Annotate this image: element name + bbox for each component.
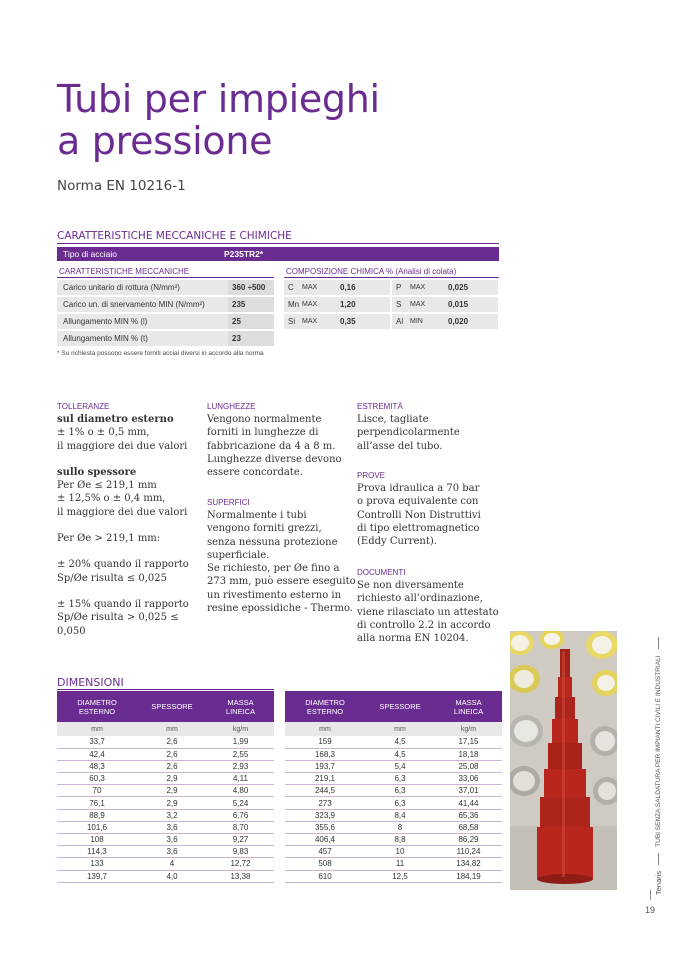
lunghezze-line: forniti in lunghezze di bbox=[207, 427, 319, 439]
diameter-cell: 133 bbox=[57, 858, 137, 870]
mass-cell: 1,99 bbox=[207, 736, 274, 748]
superfici-line: vengono forniti grezzi, bbox=[207, 523, 322, 535]
diameter-cell: 508 bbox=[285, 858, 365, 870]
mass-cell: 2,55 bbox=[207, 748, 274, 760]
lunghezze-line: fabbricazione da 4 a 8 m. bbox=[207, 440, 336, 452]
diameter-cell: 33,7 bbox=[57, 736, 137, 748]
header-text: MASSA bbox=[227, 697, 254, 707]
thickness-tolerance-line: Sp/Øe risulta > 0,025 ≤ 0,050 bbox=[57, 612, 179, 637]
superfici-block bbox=[207, 498, 357, 615]
mass-cell: 68,58 bbox=[435, 821, 502, 833]
documenti-block bbox=[357, 568, 517, 645]
mass-cell: 17,15 bbox=[435, 736, 502, 748]
chem-cell bbox=[392, 297, 498, 312]
chem-value: 1,20 bbox=[340, 300, 356, 309]
chem-row bbox=[284, 297, 501, 312]
diameter-cell: 42,4 bbox=[57, 748, 137, 760]
thickness-tolerance-line: Per Øe > 219,1 mm: bbox=[57, 533, 161, 545]
documenti-line: alla norma EN 10204. bbox=[357, 633, 469, 645]
superfici-text bbox=[207, 509, 357, 615]
mass-cell: 18,18 bbox=[435, 748, 502, 760]
thickness-cell: 2,9 bbox=[137, 773, 207, 785]
steel-type-value: P235TR2* bbox=[224, 249, 264, 259]
diameter-cell: 114,3 bbox=[57, 846, 137, 858]
thickness-cell: 2,6 bbox=[137, 748, 207, 760]
tolleranze-block bbox=[57, 402, 207, 638]
mass-cell: 110,24 bbox=[435, 846, 502, 858]
table-row bbox=[285, 785, 502, 797]
mass-cell: 41,44 bbox=[435, 797, 502, 809]
thickness-cell: 6,3 bbox=[365, 773, 435, 785]
chem-value: 0,025 bbox=[448, 283, 469, 292]
chem-element: Mn bbox=[288, 300, 300, 309]
chem-element: C bbox=[288, 283, 294, 292]
diameter-cell: 139,7 bbox=[57, 870, 137, 882]
table-row bbox=[285, 858, 502, 870]
thickness-tolerance-line: Sp/Øe risulta ≤ 0,025 bbox=[57, 572, 168, 584]
estremita-line: all’asse del tubo. bbox=[357, 440, 443, 452]
chem-rule bbox=[284, 277, 499, 278]
diameter-cell: 355,6 bbox=[285, 821, 365, 833]
mech-subheading: CARATTERISTICHE MECCANICHE bbox=[59, 267, 190, 276]
col-thickness-header bbox=[137, 691, 207, 722]
documenti-line: di controllo 2.2 in accordo bbox=[357, 619, 491, 631]
unit-cell: mm bbox=[137, 722, 207, 736]
brand-name: Tenaris bbox=[654, 870, 663, 895]
diameter-cell: 610 bbox=[285, 870, 365, 882]
header-text: DIAMETRO bbox=[305, 697, 345, 707]
table-row bbox=[285, 809, 502, 821]
chem-table bbox=[284, 280, 501, 331]
mech-row bbox=[57, 314, 274, 329]
heading-rule bbox=[57, 243, 499, 244]
lunghezze-block bbox=[207, 402, 357, 479]
header-text: LINEICA bbox=[453, 706, 484, 716]
thickness-cell: 4,5 bbox=[365, 748, 435, 760]
superfici-heading: SUPERFICI bbox=[207, 498, 250, 507]
col-mass-header bbox=[207, 691, 274, 722]
table-row bbox=[285, 821, 502, 833]
unit-cell: mm bbox=[57, 722, 137, 736]
mech-table bbox=[57, 280, 274, 348]
prove-line: Controlli Non Distruttivi bbox=[357, 509, 481, 521]
thickness-tolerance-line: ± 12,5% o ± 0,4 mm, bbox=[57, 493, 166, 505]
lunghezze-heading: LUNGHEZZE bbox=[207, 402, 256, 411]
diameter-cell: 168,3 bbox=[285, 748, 365, 760]
section-title: TUBI SENZA SALDATURA PER IMPIANTI CIVILI E INDUSTRIALI bbox=[655, 655, 662, 847]
thickness-tolerance-line: il maggiore dei due valori bbox=[57, 506, 188, 518]
diameter-cell: 108 bbox=[57, 834, 137, 846]
estremita-block bbox=[357, 402, 517, 453]
chem-limit: MAX bbox=[410, 301, 426, 308]
superfici-line: senza nessuna protezione bbox=[207, 536, 338, 548]
unit-cell: kg/m bbox=[435, 722, 502, 736]
mass-cell: 25,08 bbox=[435, 760, 502, 772]
mass-cell: 12,72 bbox=[207, 858, 274, 870]
page-number-rule bbox=[650, 890, 651, 900]
dimensions-table-left bbox=[57, 691, 274, 883]
chem-row bbox=[284, 314, 501, 329]
thickness-cell: 11 bbox=[365, 858, 435, 870]
documenti-line: richiesto all’ordinazione, bbox=[357, 593, 483, 605]
thickness-cell: 2,9 bbox=[137, 797, 207, 809]
prove-line: Prova idraulica a 70 bar bbox=[357, 483, 480, 494]
table-row bbox=[285, 870, 502, 882]
page-title bbox=[57, 78, 477, 162]
chem-element: P bbox=[396, 283, 402, 292]
diameter-cell: 70 bbox=[57, 785, 137, 797]
col-thickness-header bbox=[365, 691, 435, 722]
thickness-cell: 10 bbox=[365, 846, 435, 858]
mech-label: Allungamento MIN % (t) bbox=[63, 334, 148, 343]
header-text: ESTERNO bbox=[78, 706, 116, 716]
mass-cell: 6,76 bbox=[207, 809, 274, 821]
mech-chem-heading: CARATTERISTICHE MECCANICHE E CHIMICHE bbox=[57, 230, 292, 242]
mech-value: 360 ÷500 bbox=[228, 280, 274, 295]
table-row bbox=[57, 858, 274, 870]
diameter-cell: 159 bbox=[285, 736, 365, 748]
table-row bbox=[57, 797, 274, 809]
diameter-cell: 219,1 bbox=[285, 773, 365, 785]
prove-line: di tipo elettromagnetico bbox=[357, 522, 480, 534]
thickness-cell: 8 bbox=[365, 821, 435, 833]
table-row bbox=[57, 821, 274, 833]
documenti-line: Se non diversamente bbox=[357, 580, 464, 591]
mech-label: Carico un. di snervamento MIN (N/mm²) bbox=[63, 300, 205, 309]
thickness-cell: 2,6 bbox=[137, 760, 207, 772]
estremita-text bbox=[357, 413, 517, 453]
table-row bbox=[285, 846, 502, 858]
header-text: SPESSORE bbox=[379, 702, 421, 711]
unit-cell: mm bbox=[285, 722, 365, 736]
chem-value: 0,35 bbox=[340, 317, 356, 326]
separator bbox=[658, 638, 659, 650]
table-row bbox=[285, 736, 502, 748]
diameter-cell: 101,6 bbox=[57, 821, 137, 833]
pipes-illustration bbox=[510, 631, 617, 890]
header-text: SPESSORE bbox=[151, 702, 193, 711]
thickness-cell: 8,4 bbox=[365, 809, 435, 821]
mass-cell: 2,93 bbox=[207, 760, 274, 772]
thickness-cell: 6,3 bbox=[365, 797, 435, 809]
chem-value: 0,16 bbox=[340, 283, 356, 292]
mech-label: Carico unitario di rottura (N/mm²) bbox=[63, 283, 180, 292]
mech-value: 235 bbox=[228, 297, 274, 312]
mass-cell: 9,27 bbox=[207, 834, 274, 846]
chem-cell bbox=[392, 280, 498, 295]
thickness-cell: 3,6 bbox=[137, 834, 207, 846]
chem-limit: MAX bbox=[302, 301, 318, 308]
mass-cell: 134,82 bbox=[435, 858, 502, 870]
chem-row bbox=[284, 280, 501, 295]
chem-element: Al bbox=[396, 317, 404, 326]
unit-cell: kg/m bbox=[207, 722, 274, 736]
mass-cell: 33,06 bbox=[435, 773, 502, 785]
prove-line: (Eddy Current). bbox=[357, 536, 437, 548]
lunghezze-line: Vengono normalmente bbox=[207, 414, 322, 425]
lunghezze-line: Lunghezze diverse devono bbox=[207, 453, 342, 465]
thickness-tolerance-title: sullo spessore bbox=[57, 466, 137, 478]
superfici-line: un rivestimento esterno in bbox=[207, 589, 342, 601]
dimensioni-rule bbox=[57, 689, 274, 690]
thickness-cell: 4,0 bbox=[137, 870, 207, 882]
thickness-cell: 8,8 bbox=[365, 834, 435, 846]
chem-cell bbox=[392, 314, 498, 329]
table-row bbox=[57, 773, 274, 785]
mass-cell: 86,29 bbox=[435, 834, 502, 846]
thickness-cell: 3,6 bbox=[137, 821, 207, 833]
table-row bbox=[285, 748, 502, 760]
superfici-line: Se richiesto, per Øe fino a bbox=[207, 563, 340, 575]
chem-element: S bbox=[396, 300, 402, 309]
unit-cell: mm bbox=[365, 722, 435, 736]
mass-cell: 9,83 bbox=[207, 846, 274, 858]
chem-limit: MIN bbox=[410, 318, 423, 325]
table-row bbox=[285, 773, 502, 785]
thickness-cell: 2,9 bbox=[137, 785, 207, 797]
steel-type-bar bbox=[57, 247, 499, 261]
mass-cell: 13,38 bbox=[207, 870, 274, 882]
superfici-line: 273 mm, può essere eseguito bbox=[207, 576, 356, 588]
diameter-cell: 193,7 bbox=[285, 760, 365, 772]
superfici-line: resine epossidiche - Thermo. bbox=[207, 603, 353, 615]
tolleranze-heading: TOLLERANZE bbox=[57, 402, 110, 411]
chem-cell bbox=[284, 297, 390, 312]
dimensioni-heading: DIMENSIONI bbox=[57, 676, 124, 689]
prove-heading: PROVE bbox=[357, 471, 386, 480]
title-line-1: Tubi per impieghi bbox=[57, 77, 380, 121]
thickness-cell: 4 bbox=[137, 858, 207, 870]
header-text: DIAMETRO bbox=[77, 697, 117, 707]
mech-label: Allungamento MIN % (l) bbox=[63, 317, 148, 326]
chem-element: Si bbox=[288, 317, 296, 326]
chem-subheading: COMPOSIZIONE CHIMICA % (Analisi di colata) bbox=[286, 267, 457, 276]
diameter-tolerance-line: ± 1% o ± 0,5 mm, bbox=[57, 427, 150, 439]
mech-value: 25 bbox=[228, 314, 274, 329]
diameter-cell: 273 bbox=[285, 797, 365, 809]
documenti-heading: DOCUMENTI bbox=[357, 568, 406, 577]
table-row bbox=[57, 834, 274, 846]
chem-limit: MAX bbox=[410, 284, 426, 291]
title-line-2: a pressione bbox=[57, 119, 273, 163]
diameter-cell: 406,4 bbox=[285, 834, 365, 846]
thickness-tolerance-line: Per Øe ≤ 219,1 mm bbox=[57, 480, 157, 492]
chem-limit: MAX bbox=[302, 318, 318, 325]
chem-value: 0,015 bbox=[448, 300, 469, 309]
table-row bbox=[57, 785, 274, 797]
mass-cell: 8,70 bbox=[207, 821, 274, 833]
mass-cell: 65,36 bbox=[435, 809, 502, 821]
thickness-cell: 2,6 bbox=[137, 736, 207, 748]
diameter-cell: 88,9 bbox=[57, 809, 137, 821]
diameter-tolerance-title: sul diametro esterno bbox=[57, 414, 174, 425]
diameter-cell: 457 bbox=[285, 846, 365, 858]
diameter-cell: 323,9 bbox=[285, 809, 365, 821]
thickness-cell: 5,4 bbox=[365, 760, 435, 772]
lunghezze-text bbox=[207, 413, 357, 479]
prove-line: o prova equivalente con bbox=[357, 496, 479, 508]
prove-text bbox=[357, 482, 517, 548]
mech-row bbox=[57, 331, 274, 346]
diameter-cell: 244,5 bbox=[285, 785, 365, 797]
prove-block bbox=[357, 471, 517, 548]
thickness-cell: 3,6 bbox=[137, 846, 207, 858]
table-row bbox=[57, 748, 274, 760]
header-text: MASSA bbox=[455, 697, 482, 707]
diameter-cell: 60,3 bbox=[57, 773, 137, 785]
table-row bbox=[57, 736, 274, 748]
estremita-line: perpendicolarmente bbox=[357, 427, 460, 439]
product-photo bbox=[510, 631, 617, 890]
table-row bbox=[285, 760, 502, 772]
page-subtitle: Norma EN 10216-1 bbox=[57, 178, 186, 194]
chem-cell bbox=[284, 280, 390, 295]
mass-cell: 4,80 bbox=[207, 785, 274, 797]
dimensions-table-right bbox=[285, 691, 502, 883]
documenti-text bbox=[357, 579, 517, 645]
diameter-tolerance-line: il maggiore dei due valori bbox=[57, 440, 188, 452]
side-running-title bbox=[640, 640, 663, 900]
mech-row bbox=[57, 280, 274, 295]
separator bbox=[658, 853, 659, 865]
thickness-cell: 4,5 bbox=[365, 736, 435, 748]
mass-cell: 37,01 bbox=[435, 785, 502, 797]
thickness-cell: 3,2 bbox=[137, 809, 207, 821]
diameter-cell: 76,1 bbox=[57, 797, 137, 809]
diameter-cell: 48,3 bbox=[57, 760, 137, 772]
superfici-line: Normalmente i tubi bbox=[207, 510, 307, 521]
mech-rule bbox=[57, 277, 274, 278]
mass-cell: 4,11 bbox=[207, 773, 274, 785]
header-text: ESTERNO bbox=[306, 706, 344, 716]
table-row bbox=[57, 870, 274, 882]
header-text: LINEICA bbox=[225, 706, 256, 716]
steel-note: * Su richiesta possono essere forniti acciai diversi in accordo alla norma bbox=[57, 350, 264, 357]
page-number: 19 bbox=[645, 905, 656, 915]
chem-cell bbox=[284, 314, 390, 329]
table-row bbox=[57, 846, 274, 858]
col-mass-header bbox=[435, 691, 502, 722]
chem-limit: MAX bbox=[302, 284, 318, 291]
table-row bbox=[285, 834, 502, 846]
thickness-tolerance-line: ± 20% quando il rapporto bbox=[57, 559, 189, 571]
mass-cell: 184,19 bbox=[435, 870, 502, 882]
lunghezze-line: essere concordate. bbox=[207, 467, 303, 479]
steel-type-label: Tipo di acciaio bbox=[63, 249, 118, 259]
chem-value: 0,020 bbox=[448, 317, 469, 326]
thickness-tolerance-line: ± 15% quando il rapporto bbox=[57, 598, 189, 610]
estremita-line: Lisce, tagliate bbox=[357, 414, 429, 425]
estremita-heading: ESTREMITÀ bbox=[357, 402, 403, 411]
thickness-cell: 12,5 bbox=[365, 870, 435, 882]
mass-cell: 5,24 bbox=[207, 797, 274, 809]
table-row bbox=[285, 797, 502, 809]
mech-value: 23 bbox=[228, 331, 274, 346]
thickness-cell: 6,3 bbox=[365, 785, 435, 797]
table-row bbox=[57, 809, 274, 821]
documenti-line: viene rilasciato un attestato bbox=[357, 606, 499, 618]
table-row bbox=[57, 760, 274, 772]
superfici-line: superficiale. bbox=[207, 549, 270, 561]
col-diameter-header bbox=[57, 691, 137, 722]
col-diameter-header bbox=[285, 691, 365, 722]
mech-row bbox=[57, 297, 274, 312]
